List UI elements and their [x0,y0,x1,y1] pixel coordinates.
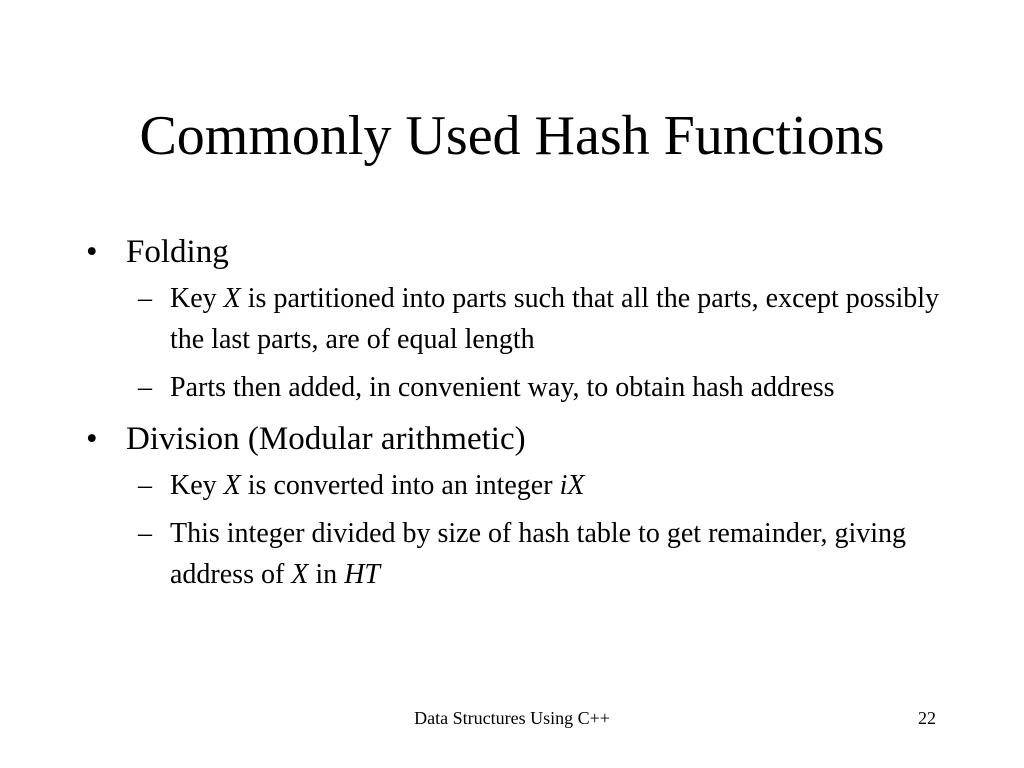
sub-item-remainder [86,513,946,595]
sub-list-folding [86,278,946,408]
sub-item-convert [86,465,946,506]
bullet-group-folding [86,228,946,408]
sub-marker: – [138,283,152,314]
sub-text-part: in [308,559,345,590]
sub-text-emphasis: iX [559,470,585,501]
bullet-marker: • [86,421,98,457]
sub-text-emphasis: HT [344,559,380,590]
bullet-label: Folding [126,234,229,270]
sub-list-division [86,465,946,595]
bullet-label: Division (Modular arithmetic) [126,421,526,457]
sub-text-emphasis: X [223,470,241,501]
sub-text-part: is partitioned into parts such that all the parts, except possibly the last parts, are of equal length [170,283,940,355]
sub-marker: – [138,372,152,403]
footer-course: Data Structures Using C++ [414,708,610,728]
sub-item-parts-added [86,367,946,408]
bullet-folding [86,228,946,276]
footer-page-number: 22 [918,708,936,728]
bullet-group-division [86,415,946,595]
sub-text-emphasis: X [291,559,309,590]
sub-item-partition [86,278,946,360]
sub-text-part: Key [170,283,224,314]
sub-text-part: Parts then added, in convenient way, to obtain hash address [170,372,835,403]
sub-text-emphasis: X [223,283,241,314]
sub-text-part: is converted into an integer [240,470,560,501]
slide-content [86,228,946,602]
sub-text-part: Key [170,470,224,501]
sub-marker: – [138,518,152,549]
bullet-division [86,415,946,463]
sub-marker: – [138,470,152,501]
bullet-marker: • [86,234,98,270]
slide-title: Commonly Used Hash Functions [139,105,885,167]
sub-text-part: This integer divided by size of hash table to get remainder, giving address of [170,518,907,590]
